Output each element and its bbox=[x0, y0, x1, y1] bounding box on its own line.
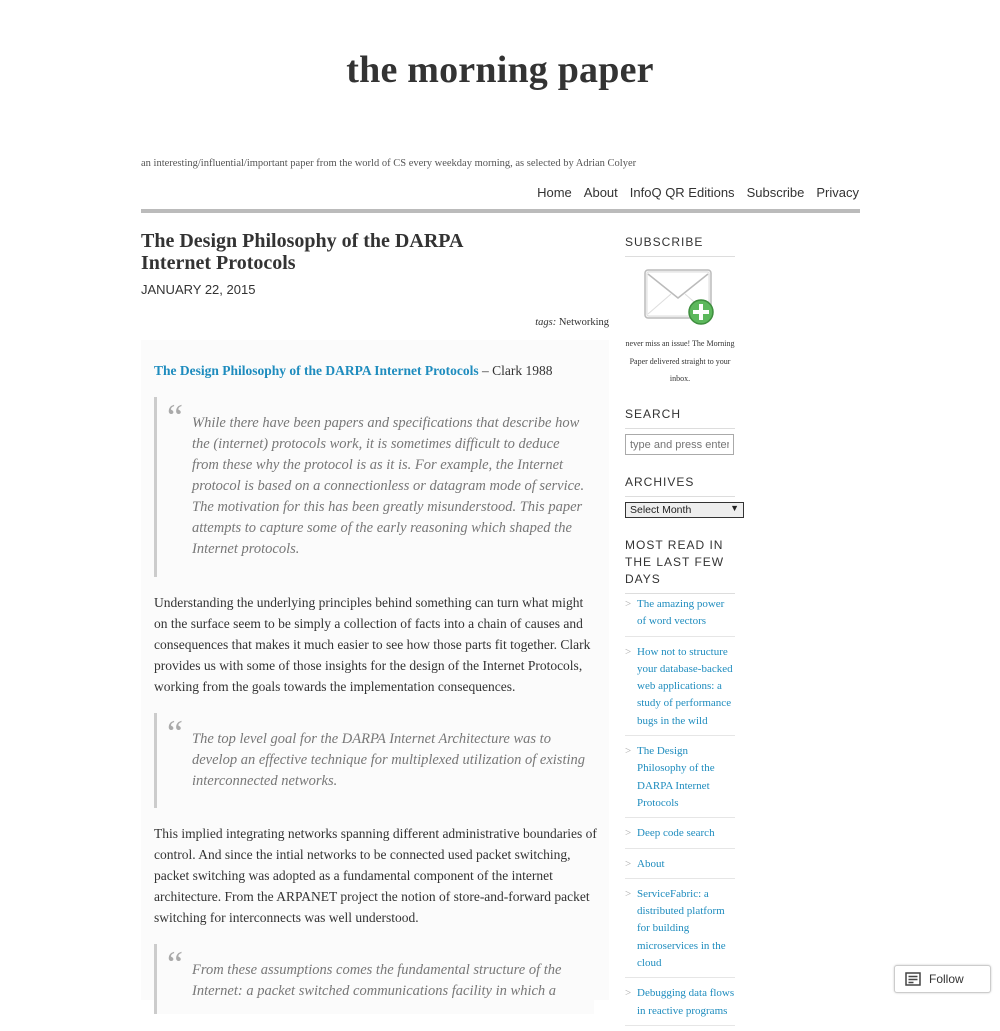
most-read-widget-title: MOST READ IN THE LAST FEW DAYS bbox=[625, 537, 735, 594]
follow-label: Follow bbox=[929, 972, 964, 986]
paragraph-1: Understanding the underlying principles behind something can turn what might on the surface seem to be simply a collection of facts into a chain of causes and consequences that makes it much easier to see how those parts fit together. Clark provides us with some of those insights for the design of the Internet Protocols, working from the goals towards the implementation consequences. bbox=[154, 595, 591, 694]
nav-privacy[interactable]: Privacy bbox=[816, 185, 859, 200]
quote-mark-icon: “ bbox=[167, 944, 183, 984]
most-read-item-label: Deep code search bbox=[637, 827, 715, 840]
bullet-icon: > bbox=[625, 887, 632, 900]
bullet-icon: > bbox=[625, 645, 632, 658]
quote-text: From these assumptions comes the fundamental structure of the Internet: a packet switched communications facility in which a bbox=[192, 962, 562, 999]
archives-selected-value: Select Month bbox=[630, 504, 692, 516]
tag-networking[interactable]: Networking bbox=[558, 317, 609, 328]
nav-infoq[interactable]: InfoQ QR Editions bbox=[629, 185, 735, 200]
most-read-item[interactable] bbox=[625, 884, 735, 978]
paper-reference bbox=[154, 363, 553, 379]
post-body bbox=[141, 340, 609, 1000]
blockquote-1 bbox=[154, 397, 594, 577]
post-title[interactable]: The Design Philosophy of the DARPA Internet Protocols bbox=[141, 230, 463, 274]
nav-subscribe[interactable]: Subscribe bbox=[746, 185, 805, 200]
nav-home[interactable]: Home bbox=[537, 185, 572, 200]
most-read-item-label: Debugging data flows in reactive programs bbox=[637, 987, 735, 1017]
nav-about[interactable]: About bbox=[583, 185, 618, 200]
bullet-icon: > bbox=[625, 598, 632, 610]
paragraph-2: This implied integrating networks spanning different administrative boundaries of control. And since the intial networks to be connected used packet switching, packet switching was adopted as a fundamental component of the internet architecture. From the ARPANET project the notion of store-and-forward packet switching for interconnects was well understood. bbox=[154, 826, 597, 925]
wordpress-reader-icon bbox=[905, 972, 921, 986]
blockquote-3 bbox=[154, 944, 594, 1014]
bullet-icon: > bbox=[625, 987, 632, 1000]
follow-button[interactable] bbox=[894, 965, 991, 993]
subscribe-envelope-icon[interactable] bbox=[643, 266, 717, 326]
most-read-item[interactable] bbox=[625, 854, 735, 879]
most-read-item[interactable] bbox=[625, 741, 735, 818]
post-tags bbox=[535, 317, 609, 328]
most-read-item[interactable] bbox=[625, 983, 735, 1026]
bullet-icon: > bbox=[625, 745, 632, 758]
most-read-item-label: The amazing power of word vectors bbox=[637, 598, 725, 628]
search-widget-title: SEARCH bbox=[625, 406, 735, 429]
search-input[interactable] bbox=[625, 434, 734, 455]
post-date: JANUARY 22, 2015 bbox=[141, 282, 256, 297]
most-read-item-label: ServiceFabric: a distributed platform for building microservices in the cloud bbox=[637, 887, 726, 970]
most-read-item-label: How not to structure your database-backed web applications: a study of performance bugs in the wild bbox=[637, 645, 733, 727]
paper-link[interactable]: The Design Philosophy of the DARPA Internet Protocols bbox=[154, 363, 479, 378]
quote-text: While there have been papers and specifications that describe how the (internet) protocols work, it is sometimes difficult to deduce from these why the protocol is as it is. For example, the Internet protocol is based on a connectionless or datagram mode of service. The motivation for this has been greatly misunderstood. This paper attempts to capture some of the early reasoning which shaped the Internet protocols. bbox=[192, 415, 585, 557]
paper-ref-suffix: – Clark 1988 bbox=[478, 363, 553, 378]
site-title[interactable]: the morning paper bbox=[346, 49, 654, 91]
subscribe-widget-title: SUBSCRIBE bbox=[625, 234, 735, 257]
nav-divider bbox=[141, 209, 860, 213]
most-read-item[interactable] bbox=[625, 642, 735, 736]
quote-mark-icon: “ bbox=[167, 713, 183, 753]
quote-text: The top level goal for the DARPA Internet Architecture was to develop an effective technique for multiplexed utilization of existing interconnected networks. bbox=[192, 731, 586, 789]
main-nav bbox=[525, 185, 859, 200]
most-read-item-label: The Design Philosophy of the DARPA Internet Protocols bbox=[637, 745, 715, 809]
chevron-down-icon: ▼ bbox=[730, 503, 739, 513]
blockquote-2 bbox=[154, 713, 594, 808]
archives-select[interactable] bbox=[625, 502, 744, 518]
bullet-icon: > bbox=[625, 857, 632, 870]
archives-widget-title: ARCHIVES bbox=[625, 474, 735, 497]
subscribe-text: never miss an issue! The Morning Paper delivered straight to your inbox. bbox=[625, 339, 735, 383]
quote-mark-icon: “ bbox=[167, 397, 183, 437]
most-read-item-label: About bbox=[637, 857, 665, 870]
most-read-list bbox=[625, 594, 735, 1031]
most-read-item[interactable] bbox=[625, 594, 735, 637]
site-tagline: an interesting/influential/important paper from the world of CS every weekday morning, as selected by Adrian Colyer bbox=[141, 158, 637, 169]
tags-label: tags: bbox=[535, 317, 557, 328]
bullet-icon: > bbox=[625, 827, 632, 840]
most-read-item[interactable] bbox=[625, 823, 735, 848]
